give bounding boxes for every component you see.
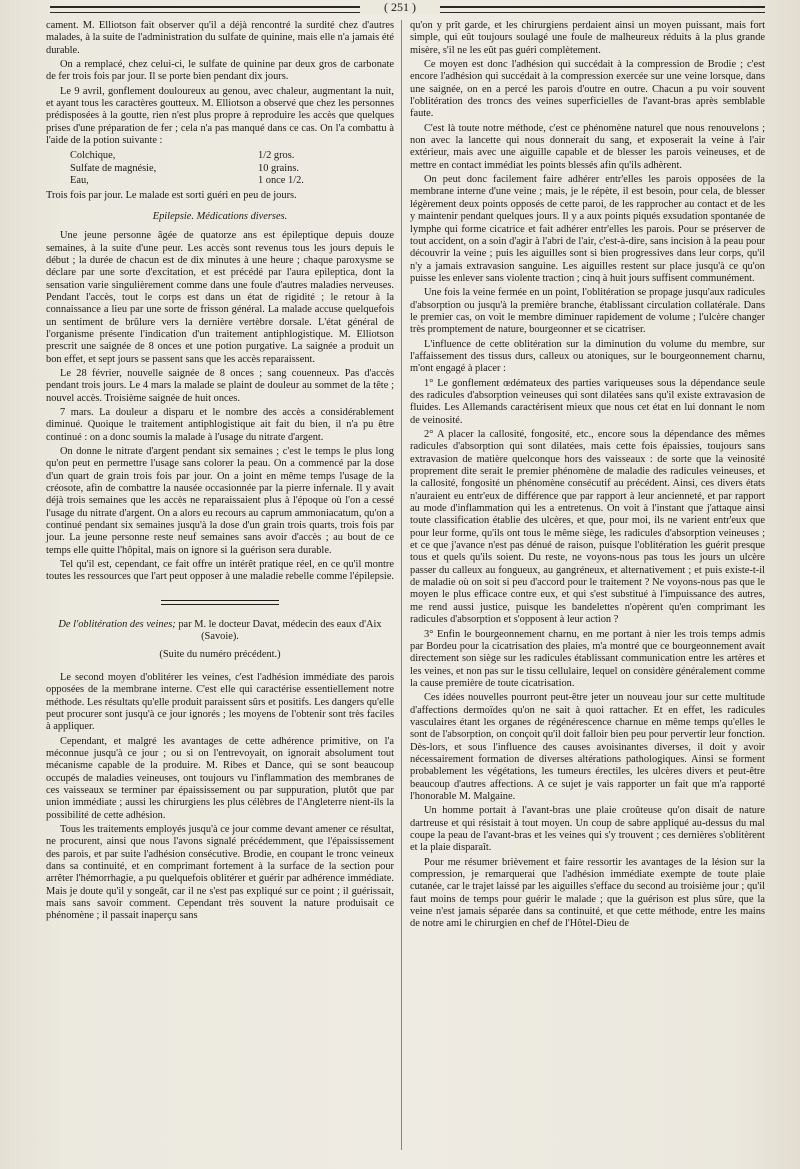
paragraph: Tel qu'il est, cependant, ce fait offre un intérêt pratique réel, en ce qu'il montre toutes les ressources que l'art peut opposer à une maladie rebelle comme l'épilepsie. [46, 559, 394, 583]
prescription-row [70, 163, 394, 175]
ingredient-amount: 1 once 1/2. [258, 175, 304, 187]
ingredient-amount: 1/2 gros. [258, 150, 295, 162]
paragraph: On a remplacé, chez celui-ci, le sulfate de quinine par deux gros de carbonate de fer trois fois par jour. Il se porte bien pendant dix jours. [46, 59, 394, 83]
article-author: par M. le docteur Davat, médecin des eaux d'Aix (Savoie). [175, 618, 382, 643]
paragraph: Une fois la veine fermée en un point, l'oblitération se propage jusqu'aux radicules d'absorption ou jusqu'à la première branche, établissant circulation collatérale. Dans le premier cas, on voit le membre diminuer rapidement de volume ; l'ulcère changer très promptement de nature, bourgeonner et se cicatriser. [410, 287, 765, 336]
continuation-note: (Suite du numéro précédent.) [159, 649, 281, 661]
paragraph: 2° A placer la callosité, fongosité, etc., encore sous la dépendance des mêmes radicules d'absorption qui sont dilatées, mais cette fois épaissies, toujours sans extravasion de matière quelconque hors des vaisseaux : de sorte que la veinosité proprement dite serait le premier phénomène de maladie des radicules veineuses, et la callosité, fongosité un phénomène consécutif au précédent. Ainsi, ces divers états n'auraient eu entr'eux de différence que par rapport à leur ancienneté, et par rapport au mode d'inflammation qui les a entretenus. On voit à l'instant que j'attaque ainsi toute classification établie des ulcères, et que, pour moi, ils ne varient entr'eux que pour leur forme, qu'ils ont tous le même siège, les radicules d'absorption veineuses ; et ce que j'avance n'est pas dénué de raison, puisque l'oblitération les guérit presque tous et quels qu'ils soient. Du reste, ne voyons-nous pas tous les jours un ulcère passer du calleux au fongueux, au gangréneux, et alternativement ; et puis existe-t-il de maladie où on soit si peu d'accord pour le traitement ? Ne voyons-nous pas que le moyen le plus efficace contre eux, et qui s'est substitué à l'impuissance des autres, me rend aussi justice, puisque les bandelettes n'opèrent qu'en comprimant les radicules d'absorption et s'opposent à leur action ? [410, 429, 765, 626]
page-number: ( 251 ) [360, 0, 440, 14]
paragraph: 1° Le gonflement œdémateux des parties variqueuses sous la dépendance seule des radicules d'absorption veineuses qui sont dilatées sans qu'il existe extravasion de fluides. Les Allemands caractérisent mieux que nous cet état en lui donnant le nom de veinosité. [410, 377, 765, 426]
prescription-row [70, 175, 394, 187]
ingredient-amount: 10 grains. [258, 162, 299, 174]
paragraph: Une jeune personne âgée de quatorze ans est épileptique depuis douze semaines, à la suite d'une peur. Les accès sont revenus tous les jours depuis le début ; la durée de chacun est de dix minutes à une heure ; chaque paroxysme se déclare par une sorte d'excitation, et est précédé par l'aura epileptica, dont la sensation varie singulièrement comme dans une foule d'autres maladies nerveuses. Pendant l'accès, tout le corps est dans un état de rigidité ; le retour à la connaissance a lieu par une sorte de frisson général. La malade accuse quelquefois un sentiment de brûlure vers la dernière vertèbre dorsale. L'état général de l'organisme présente l'indication d'un traitement antiphlogistique. M. Elliotson prescrit une saignée de 8 onces et une potion purgative. La saignée a produit un bon effet, et sept jours se passent sans que les accès reparaissent. [46, 230, 394, 365]
paragraph: Ces idées nouvelles pourront peut-être jeter un nouveau jour sur cette multitude d'affections dermoïdes qu'on ne sait à quoi rattacher. Et en effet, les radicules vasculaires étant les organes de régénérescence charnue en même temps qu'elles le sont de l'absorption, on conçoit qu'il doit falloir bien peu pour pervertir leur fonction. Dès-lors, et sous l'influence des causes avoisinantes diverses, il doit y avoir nécessairement formation de diverses altérations pathologiques. Ainsi se forment probablement les végétations, les tumeurs érectiles, les ulcères divers et peut-être beaucoup d'autres affections. A ce sujet je vais rapporter un fait que m'a rapporté l'honorable M. Malgaine. [410, 692, 765, 802]
paragraph: Tous les traitements employés jusqu'à ce jour comme devant amener ce résultat, ne procurent, ainsi que nous l'avons signalé précédemment, que l'épaississement des parois, et par suite l'adhésion consécutive. Brodie, en coupant le tronc veineux dans sa continuité, et en comprimant fortement à la surface de la section pour arrêter l'hémorrhagie, a pu quelquefois oblitérer et guérir par adhérence immédiate. Mais je doute qu'il y songeât, car il ne s'est pas expliqué sur ce point ; il guérissait, mais sans savoir comment. Cependant très souvent la nature produisait ce phénomène ; il passait inaperçu sans [46, 823, 394, 922]
paragraph: Ce moyen est donc l'adhésion qui succédait à la compression de Brodie ; c'est encore l'adhésion qui succédait à la compression exercée sur une veine lorsque, dans une saignée, on en a percé les parois d'outre en outre. Chacun a pu voir souvent l'oblitération des troncs des veines superficielles de l'avant-bras après semblable faute. [410, 59, 765, 120]
paragraph: Le second moyen d'oblitérer les veines, c'est l'adhésion immédiate des parois opposées de la membrane interne. C'est elle qui caractérise essentiellement notre méthode. Les résultats qu'elle produit paraissent sûrs et positifs. Les dangers qu'elle peut procurer sont jusqu'à ce jour ignorés ; les moyens de l'obtenir sont très faciles à appliquer. [46, 671, 394, 733]
left-column [46, 20, 394, 925]
paragraph: Trois fois par jour. Le malade est sorti guéri en peu de jours. [46, 190, 297, 202]
ingredient-name: Eau, [70, 175, 89, 187]
right-column [410, 20, 765, 933]
paragraph: On donne le nitrate d'argent pendant six semaines ; c'est le temps le plus long qu'on peut en permettre l'usage sans colorer la peau. On a commencé par la dose d'un quart de grain trois fois par jour. On a joint en même temps l'usage de la créosote, afin de combattre la nausée occasionnée par la pierre infernale. Il y avait déjà trois semaines que les accès ne reparaissaient plus à l'époque où l'on a cessé l'usage du nitrate d'argent. On a alors eu recours au caprum ammoniacatum, qu'on a continué pendant six semaines jusqu'à la dose d'un grain trois quarts, trois fois par jour. La jeune personne reste neuf semaines sans avoir d'accès ; au bout de ce temps elle quitte l'hôpital, mais on ignore si la guérison sera durable. [46, 446, 394, 556]
paragraph: Pour me résumer brièvement et faire ressortir les avantages de la lésion sur la compression, je remarquerai que l'adhésion immédiate exempte de toute plaie cutanée, car le trajet laissé par les aiguilles s'efface du second au troisième jour ; qu'il faut moins de temps pour guérir le malade ; que la guérison est plus sûre, que la veine n'est jamais séparée dans sa continuité, et que cette méthode, entre les mains de notre ami le chirurgien en chef de l'Hôtel-Dieu de [410, 856, 765, 930]
ingredient-name: Colchique, [70, 150, 116, 162]
paragraph: Le 28 février, nouvelle saignée de 8 onces ; sang couenneux. Pas d'accès pendant trois jours. Le 4 mars la malade se plaint de douleur au sommet de la tête ; nouvel accès. Troisième saignée de huit onces. [46, 367, 394, 404]
paragraph: Le 9 avril, gonflement douloureux au genou, avec chaleur, augmentant la nuit, et ayant tous les caractères goutteux. M. Elliotson a observé que chez les personnes prédisposées à la goutte, rien n'est plus propre à reproduire les accès que quelques prises d'une préparation de fer ; cela n'a pas manqué dans ce cas. On l'a combattu à l'aide de la potion suivante : [46, 85, 394, 147]
article-heading [46, 619, 394, 644]
prescription-row [70, 150, 394, 162]
paragraph: Un homme portait à l'avant-bras une plaie croûteuse qu'on disait de nature dartreuse et qui résistait à tout moyen. Un coup de sabre appliqué au-dessus du mal coupe la peau de l'avant-bras et les veines qui s'y trouvent ; ces dernières s'oblitèrent et la plaie disparaît. [410, 805, 765, 854]
prescription-list [70, 150, 394, 187]
article-title: De l'oblitération des veines; [58, 618, 176, 630]
paragraph: 3° Enfin le bourgeonnement charnu, en me portant à nier les trois temps admis par Bordeu pour la cicatrisation des plaies, m'a montré que ce bourgeonnement avait directement son siège sur les radicules établissant communication entre les artères et les veines, et non pas sur le tissu cellulaire, lequel on considère généralement comme la cause première de toute cicatrisation. [410, 628, 765, 689]
paragraph: 7 mars. La douleur a disparu et le nombre des accès a considérablement diminué. Quoique le traitement antiphlogistique ait fait du bien, il n'a pu être continué : on a donc soumis la malade à l'usage du nitrate d'argent. [46, 406, 394, 443]
paragraph: cament. M. Elliotson fait observer qu'il a déjà rencontré la surdité chez d'autres malades, à la suite de l'administration du sulfate de quinine, mais elle n'a jamais été durable. [46, 20, 394, 56]
paragraph: L'influence de cette oblitération sur la diminution du volume du membre, sur l'affaissement des tissus durs, calleux ou atoniques, sur le bourgeonnement charnu, m'ont engagé à placer : [410, 338, 765, 375]
section-title: Epilepsie. Médications diverses. [152, 210, 288, 222]
paragraph: Cependant, et malgré les avantages de cette adhérence primitive, on l'a méconnue jusqu'à ce jour ; ou si on l'entrevoyait, on ignorait absolument tout mécanisme capable de la produire. M. Ribes et Dance, qui se sont beaucoup occupés de maladies veineuses, ont toujours vu l'inflammation des membranes de ces vaisseaux se terminer par épaississement ou par suppuration, plutôt que par union immédiate ; aussi les chirurgiens les plus célèbres de l'Angleterre nient-ils la possibilité de cette adhésion. [46, 735, 394, 821]
paragraph: On peut donc facilement faire adhérer entr'elles les parois opposées de la membrane interne d'une veine ; mais, je le répète, il est besoin, pour cela, de blesser légèrement deux points opposés de cette paroi, de les rapprocher au contact et de les y maintenir pendant quelques jours. Il y a aux points piqués exsudation spontanée de lymphe qui forme cicatrice et fait adhérer entr'elles les parois. Pour se préserver de tout accident, on a soin d'agir à l'abri de l'air, c'est-à-dire, sans incision à la peau pour découvrir la veine ; puis les aiguilles sont si bien progressives dans leur corps, qu'il n'y a jamais extravasion sanguine. Les aiguilles restent sur place jusqu'à ce qu'on puisse les enlever sans violente traction ; cinq à huit jours suffisent communément. [410, 174, 765, 284]
paragraph: C'est là toute notre méthode, c'est ce phénomène naturel que nous renouvelons ; non avec la lancette qui nous donnerait du sang, et exposerait la veine à l'air extérieur, mais avec une aiguille capable et de blesser les parois veineuses, et de mettre en contact immédiat les points blessés afin qu'ils adhèrent. [410, 122, 765, 171]
column-divider [401, 20, 402, 1150]
ingredient-name: Sulfate de magnésie, [70, 162, 157, 174]
section-divider [161, 600, 279, 605]
paragraph: qu'on y prît garde, et les chirurgiens perdaient ainsi un moyen puissant, mais fort simple, qui eût toujours soulagé une foule de malheureux réduits à la plus grande misère, s'il ne les eût pas guéri complètement. [410, 20, 765, 56]
